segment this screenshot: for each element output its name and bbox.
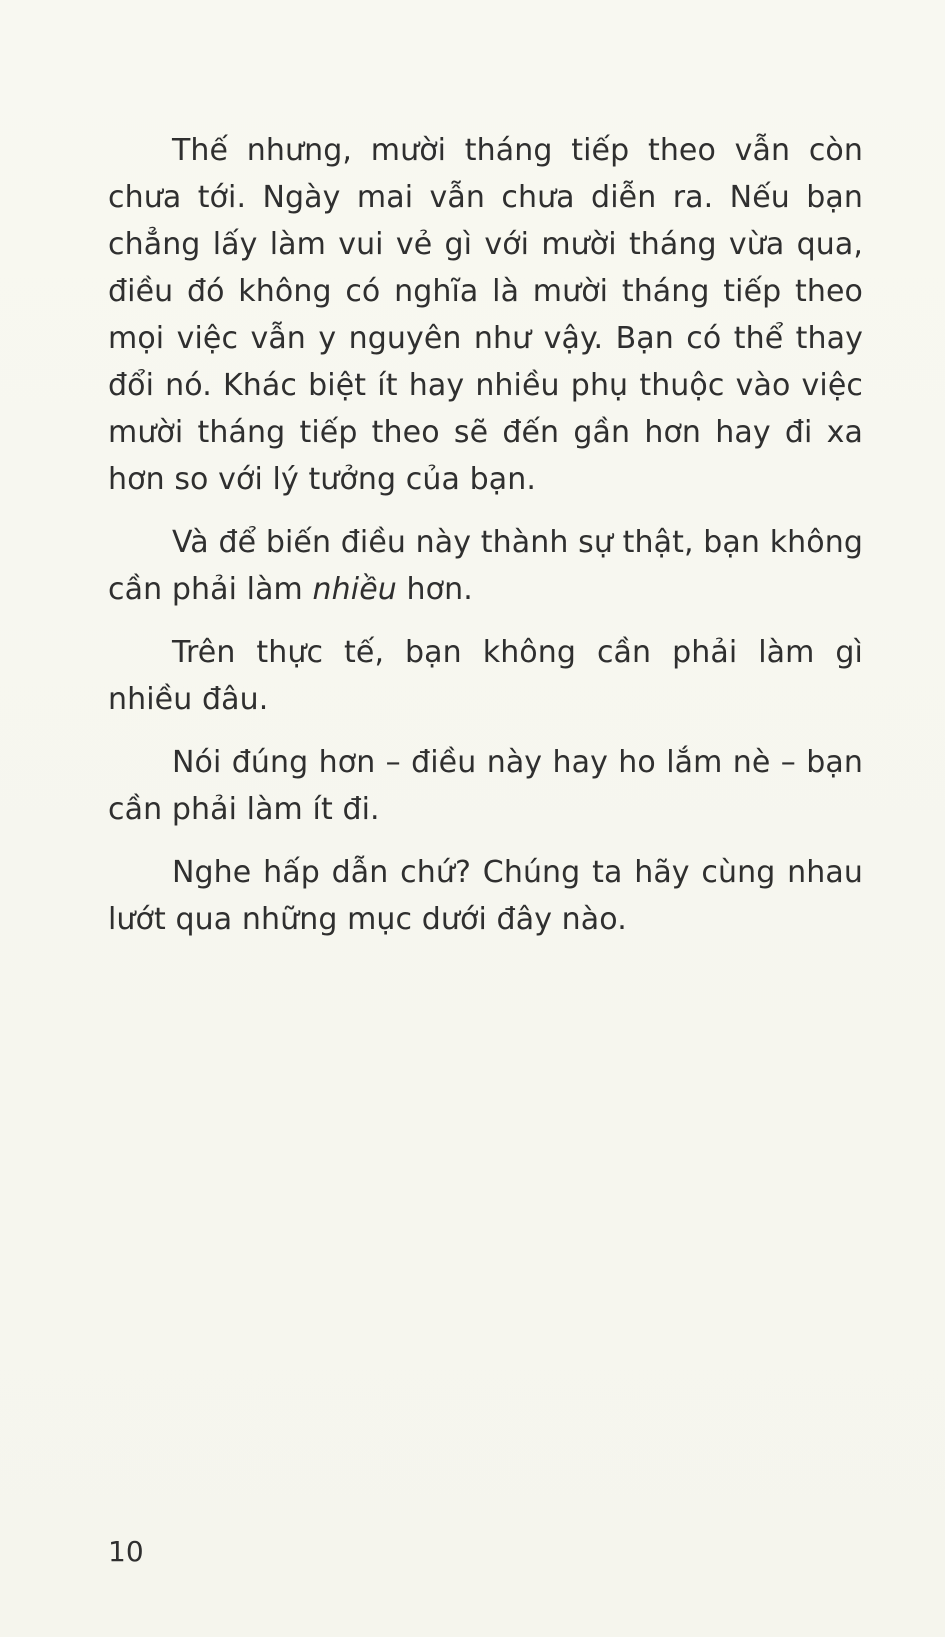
paragraph-2	[108, 519, 863, 613]
emphasized-word: nhiều	[312, 572, 397, 607]
body-text	[108, 127, 863, 959]
paragraph-5: Nghe hấp dẫn chứ? Chúng ta hãy cùng nhau lướt qua những mục dưới đây nào.	[108, 855, 863, 937]
page-number: 10	[108, 1535, 144, 1568]
paragraph-2-text-start: Và để biến điều này thành sự thật, bạn không cần phải làm	[108, 525, 863, 607]
paragraph-1: Thế nhưng, mười tháng tiếp theo vẫn còn chưa tới. Ngày mai vẫn chưa diễn ra. Nếu bạn chẳng lấy làm vui vẻ gì với mười tháng vừa qua, điều đó không có nghĩa là mười tháng tiếp theo mọi việc vẫn y nguyên như vậy. Bạn có thể thay đổi nó. Khác biệt ít hay nhiều phụ thuộc vào việc mười tháng tiếp theo sẽ đến gần hơn hay đi xa hơn so với lý tưởng của bạn.	[108, 133, 863, 497]
paragraph-3: Trên thực tế, bạn không cần phải làm gì nhiều đâu.	[108, 635, 863, 717]
paragraph-4: Nói đúng hơn – điều này hay ho lắm nè – bạn cần phải làm ít đi.	[108, 745, 863, 827]
paragraph-2-text-end: hơn.	[396, 572, 473, 607]
